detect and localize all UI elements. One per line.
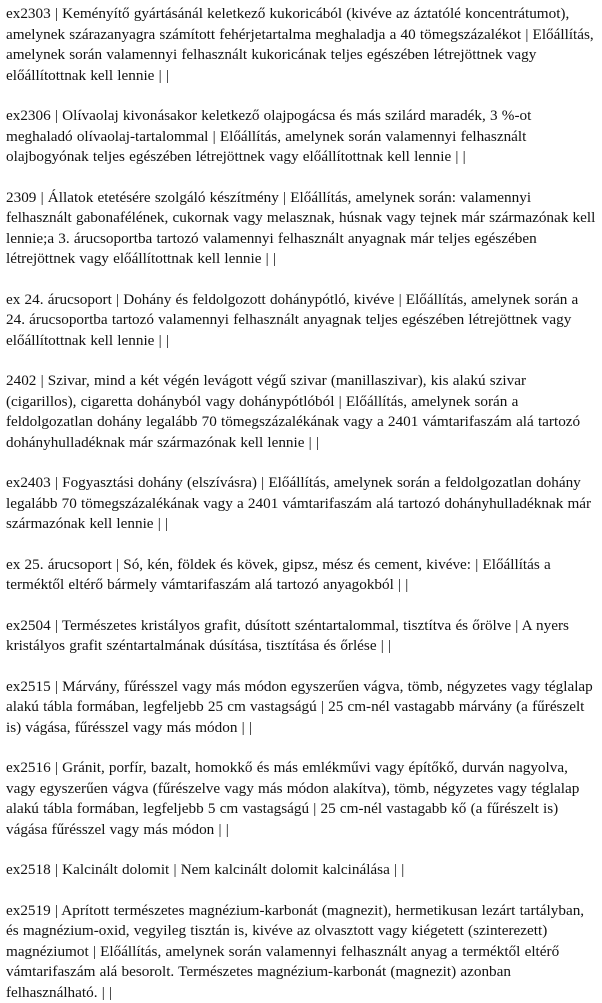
entry-2402: 2402 | Szivar, mind a két végén levágott végű szivar (manillaszivar), kis alakú szivar (cigarillos), cigaretta dohányból vagy dohánypótlóból | Előállítás, amelynek során a feldolgozatlan dohány legalább 70 tömegszázalékának vagy a 2401 vámtarifaszám alá tartozó dohányhulladéknak már származónak kell lennie | | [6, 371, 596, 453]
entry-ex2403: ex2403 | Fogyasztási dohány (elszívásra) | Előállítás, amelynek során a feldolgozatlan dohány legalább 70 tömegszázalékának vagy a 2401 vámtarifaszám alá tartozó dohányhulladéknak már származónak kell lennie | | [6, 473, 596, 535]
entry-ex2306: ex2306 | Olívaolaj kivonásakor keletkező olajpogácsa és más szilárd maradék, 3 %-ot meghaladó olívaolaj-tartalommal | Előállítás, amelynek során valamennyi felhasznált olajbogyónak teljes egészében létrejöttnek vagy előállítottnak kell lennie | | [6, 106, 596, 168]
entry-2309: 2309 | Állatok etetésére szolgáló készítmény | Előállítás, amelynek során: valamennyi felhasznált gabonafélének, cukornak vagy melasznak, húsnak vagy tejnek már származónak kell lennie;a 3. árucsoportba tartozó valamennyi felhasznált anyagnak már teljes egészében létrejöttnek vagy előállítottnak kell lennie | | [6, 188, 596, 270]
entry-ex2515: ex2515 | Márvány, fűrésszel vagy más módon egyszerűen vágva, tömb, négyzetes vagy téglalap alakú tábla formában, legfeljebb 25 cm vastagságú | 25 cm-nél vastagabb márvány (a fűrészelt is) vágása, fűrésszel vagy más módon | | [6, 677, 596, 739]
entry-ex2516: ex2516 | Gránit, porfír, bazalt, homokkő és más emlékművi vagy építőkő, durván nagyolva, vagy egyszerűen vágva (fűrészelve vagy más módon alakítva), tömb, négyzetes vagy téglalap alakú tábla formában, legfeljebb 5 cm vastagságú | 25 cm-nél vastagabb kő (a fűrészelt is) vágása fűrésszel vagy más módon | | [6, 758, 596, 840]
entry-ex2519: ex2519 | Aprított természetes magnézium-karbonát (magnezit), hermetikusan lezárt tartályban, és magnézium-oxid, vegyileg tisztán is, kivéve az olvasztott vagy kiégetett (szinterezett) magnéziumot | Előállítás, amelynek során valamennyi felhasznált anyag a terméktől eltérő vámtarifaszám alá besorolt. Természetes magnézium-karbonát (magnezit) azonban felhasználható. | | [6, 901, 596, 1003]
entry-ex2504: ex2504 | Természetes kristályos grafit, dúsított széntartalommal, tisztítva és őrölve | A nyers kristályos grafit széntartalmának dúsítása, tisztítása és őrlése | | [6, 616, 596, 657]
entry-ex2303: ex2303 | Keményítő gyártásánál keletkező kukoricából (kivéve az áztatólé koncentrátumot), amelynek szárazanyagra számított fehérjetartalma meghaladja a 40 tömegszázalékot | Előállítás, amelynek során valamennyi felhasznált kukoricának teljes egészében létrejöttnek vagy előállítottnak kell lennie | | [6, 4, 596, 86]
entry-ex25-chapter: ex 25. árucsoport | Só, kén, földek és kövek, gipsz, mész és cement, kivéve: | Előállítás a terméktől eltérő bármely vámtarifaszám alá tartozó anyagokból | | [6, 555, 596, 596]
entry-ex2518: ex2518 | Kalcinált dolomit | Nem kalcinált dolomit kalcinálása | | [6, 860, 596, 881]
entry-ex24-chapter: ex 24. árucsoport | Dohány és feldolgozott dohánypótló, kivéve | Előállítás, amelynek során a 24. árucsoportba tartozó valamennyi felhasznált anyagnak teljes egészében létrejöttnek vagy előállítottnak kell lennie | | [6, 290, 596, 352]
